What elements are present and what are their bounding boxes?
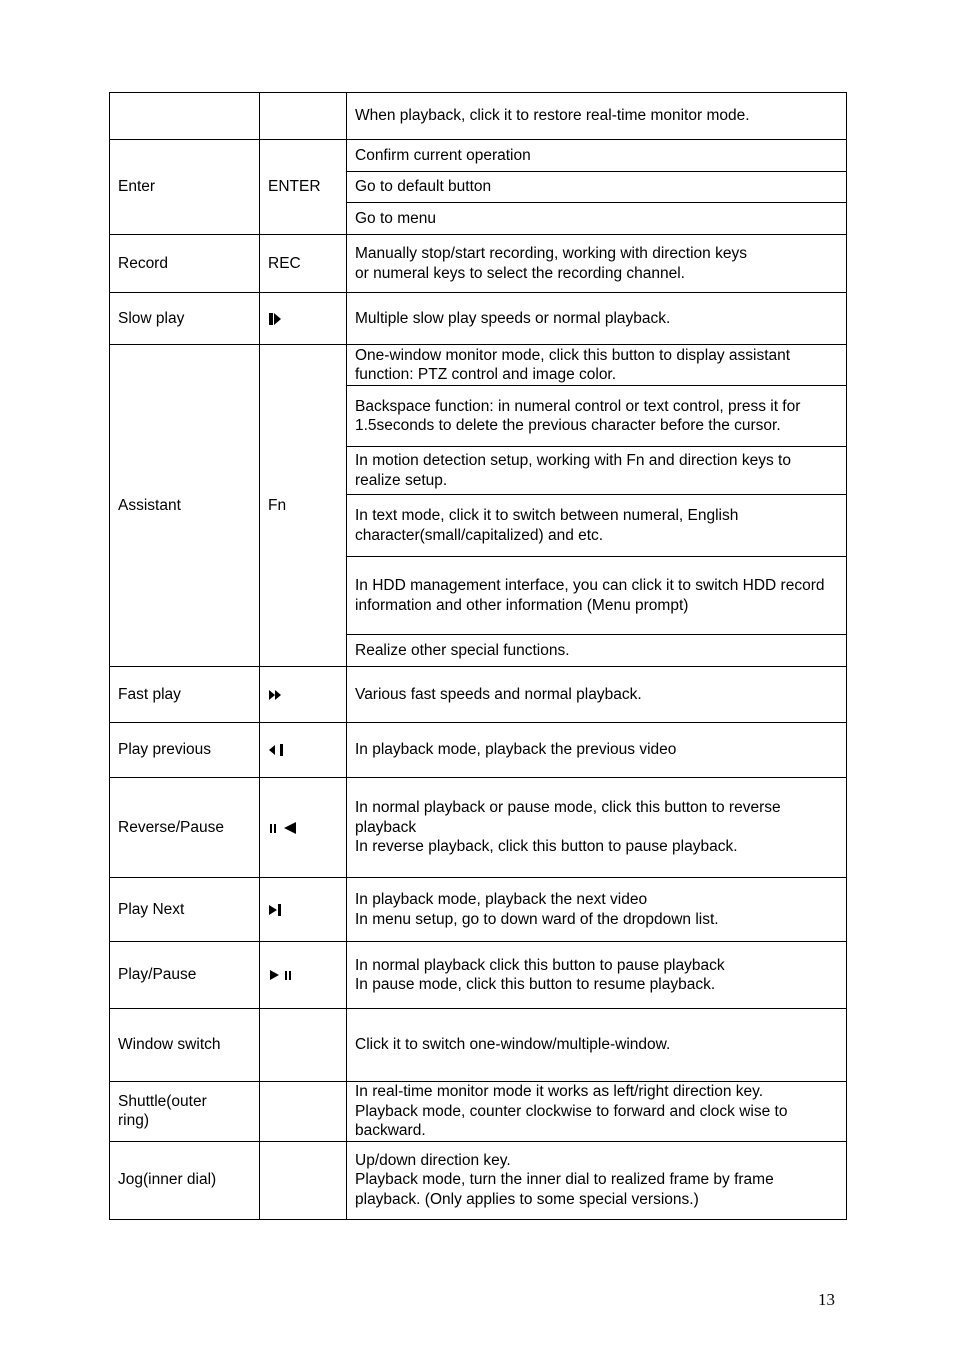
key-label-cell <box>260 1141 347 1219</box>
key-name-cell: Window switch <box>110 1009 260 1082</box>
table-row <box>110 942 847 1009</box>
key-label-cell: ENTER <box>260 140 347 235</box>
slow-play-icon <box>268 311 284 327</box>
description-cell: Click it to switch one-window/multiple-window. <box>347 1009 847 1082</box>
key-icon-cell <box>260 293 347 345</box>
key-name-cell: Play/Pause <box>110 942 260 1009</box>
key-name-cell: Assistant <box>110 345 260 667</box>
page-number: 13 <box>818 1290 835 1309</box>
key-function-table <box>109 92 847 1220</box>
description-cell: Various fast speeds and normal playback. <box>347 667 847 723</box>
description-cell: One-window monitor mode, click this button to display assistant function: PTZ control and image color. <box>347 345 847 386</box>
table-row <box>110 235 847 293</box>
reverse-pause-icon <box>268 820 300 836</box>
key-name-cell: Record <box>110 235 260 293</box>
play-previous-icon <box>268 743 286 757</box>
description-cell: Multiple slow play speeds or normal playback. <box>347 293 847 345</box>
key-name-cell: Jog(inner dial) <box>110 1141 260 1219</box>
description-cell: In HDD management interface, you can click it to switch HDD record information and other information (Menu prompt) <box>347 557 847 635</box>
description-cell: In normal playback click this button to pause playback In pause mode, click this button to resume playback. <box>347 942 847 1009</box>
description-cell: Go to menu <box>347 203 847 235</box>
key-label-cell: REC <box>260 235 347 293</box>
key-name-cell: Play previous <box>110 723 260 778</box>
key-icon-cell <box>260 942 347 1009</box>
fast-play-icon <box>268 689 284 701</box>
play-next-icon <box>268 903 284 917</box>
table-row <box>110 778 847 878</box>
key-name-cell <box>110 93 260 140</box>
table-row <box>110 723 847 778</box>
key-label-cell: Fn <box>260 345 347 667</box>
description-cell: In playback mode, playback the previous video <box>347 723 847 778</box>
key-icon-cell <box>260 667 347 723</box>
description-cell: In real-time monitor mode it works as left/right direction key. Playback mode, counter clockwise to forward and clock wise to backward. <box>347 1082 847 1142</box>
key-name-cell: Fast play <box>110 667 260 723</box>
key-name-cell: Play Next <box>110 878 260 942</box>
key-icon-cell <box>260 778 347 878</box>
table-row <box>110 140 847 172</box>
description-cell: Manually stop/start recording, working with direction keys or numeral keys to select the recording channel. <box>347 235 847 293</box>
key-name-cell: Enter <box>110 140 260 235</box>
key-name-cell: Slow play <box>110 293 260 345</box>
table-row <box>110 345 847 386</box>
table-row <box>110 1141 847 1219</box>
key-icon-cell <box>260 878 347 942</box>
description-cell: In normal playback or pause mode, click this button to reverse playback In reverse playback, click this button to pause playback. <box>347 778 847 878</box>
description-cell: In motion detection setup, working with Fn and direction keys to realize setup. <box>347 447 847 495</box>
key-icon-cell <box>260 723 347 778</box>
key-name-cell: Reverse/Pause <box>110 778 260 878</box>
key-name-cell: Shuttle(outer ring) <box>110 1082 260 1142</box>
table-row <box>110 1009 847 1082</box>
description-cell: Realize other special functions. <box>347 635 847 667</box>
description-cell: Backspace function: in numeral control or text control, press it for 1.5seconds to delete the previous character before the cursor. <box>347 386 847 447</box>
description-cell: Go to default button <box>347 172 847 203</box>
table-row <box>110 878 847 942</box>
description-cell: Confirm current operation <box>347 140 847 172</box>
table-row <box>110 1082 847 1142</box>
description-cell: In text mode, click it to switch between numeral, English character(small/capitalized) and etc. <box>347 495 847 557</box>
table-row <box>110 93 847 140</box>
key-label-cell <box>260 1082 347 1142</box>
description-cell: In playback mode, playback the next video In menu setup, go to down ward of the dropdown list. <box>347 878 847 942</box>
description-cell: Up/down direction key. Playback mode, turn the inner dial to realized frame by frame playback. (Only applies to some special versions.) <box>347 1141 847 1219</box>
table-row <box>110 293 847 345</box>
key-label-cell <box>260 93 347 140</box>
play-pause-icon <box>268 968 296 982</box>
table-row <box>110 667 847 723</box>
description-cell: When playback, click it to restore real-time monitor mode. <box>347 93 847 140</box>
key-label-cell <box>260 1009 347 1082</box>
